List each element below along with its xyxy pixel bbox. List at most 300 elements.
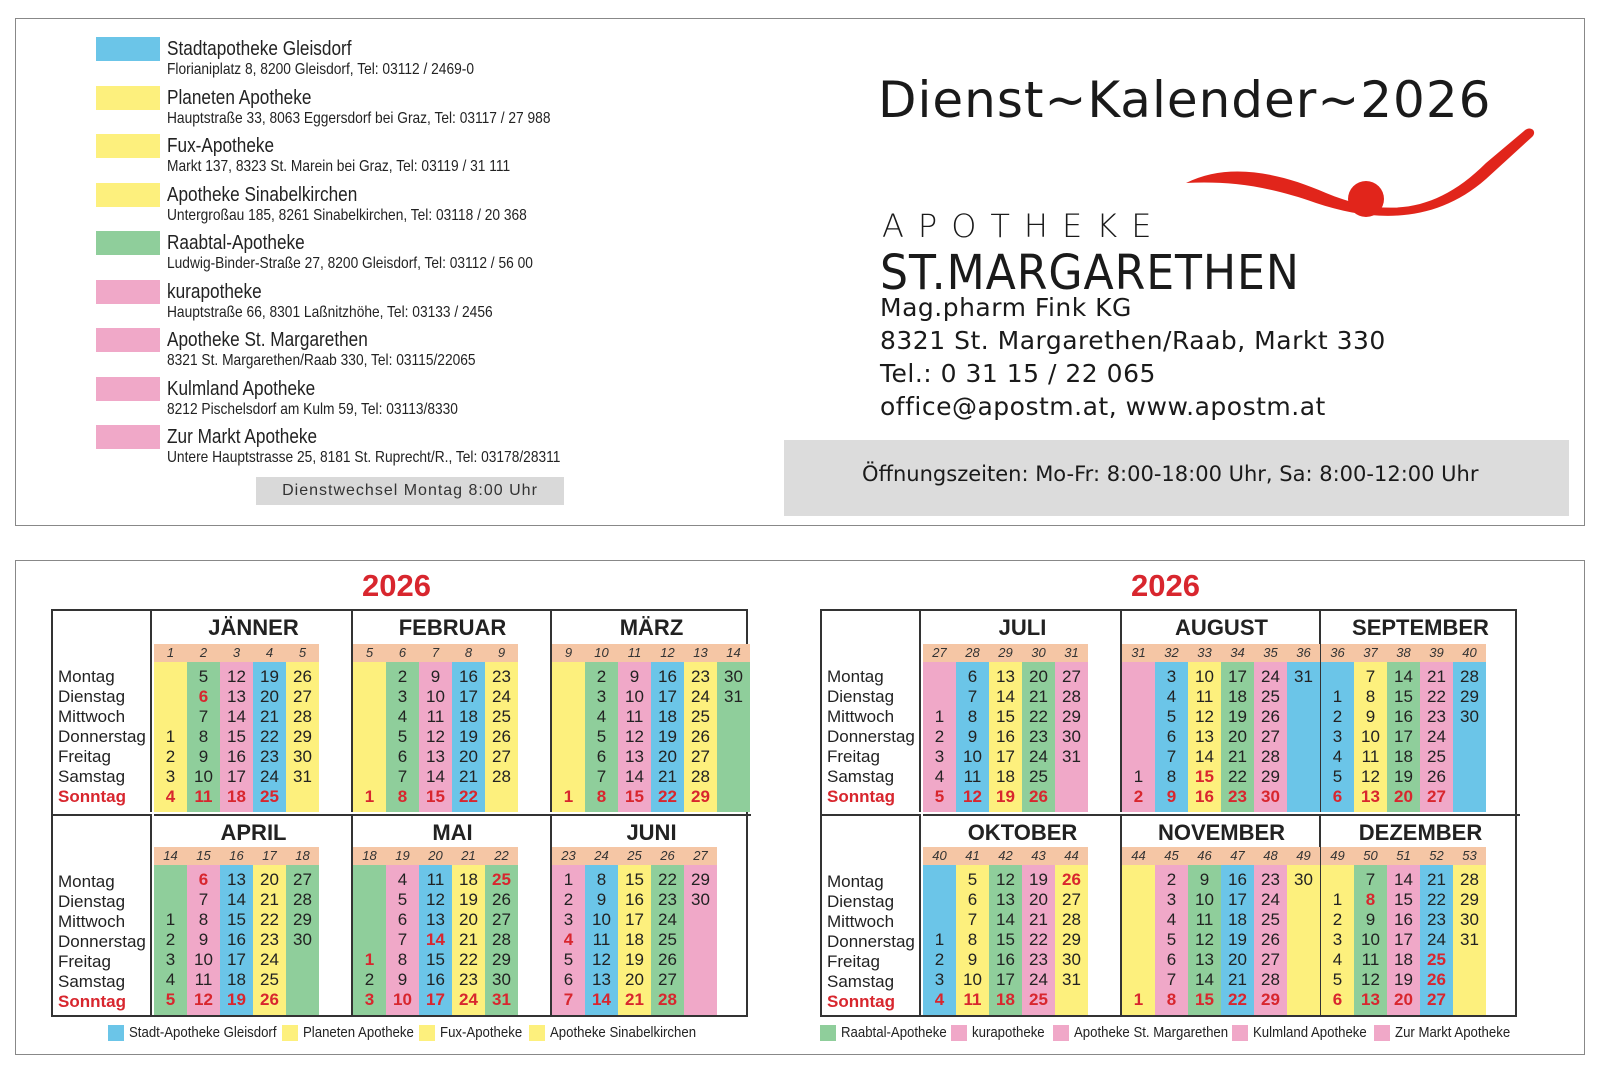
day-number: 3 — [165, 767, 176, 786]
day-number: 18 — [996, 767, 1015, 786]
week-number: 49 — [1287, 847, 1320, 865]
legend-swatch — [96, 134, 160, 158]
day-number: 21 — [459, 767, 478, 786]
legend-pharmacy-address: Hauptstraße 33, 8063 Eggersdorf bei Graz, Tel: 03117 / 27 988 — [167, 109, 551, 127]
calendar-title: Dienst~Kalender~2026 — [878, 71, 1492, 129]
legend-label: Zur Markt Apotheke — [1395, 1024, 1511, 1041]
day-number: 13 — [625, 747, 644, 766]
day-number: 26 — [492, 727, 511, 746]
day-number: 8 — [596, 870, 607, 889]
day-number: 14 — [227, 890, 246, 909]
day-number: 11 — [426, 870, 445, 889]
bottom-legend-right — [820, 1022, 1520, 1044]
opening-hours-bar — [784, 440, 1569, 516]
legend-pharmacy-name: Kulmland Apotheke — [167, 377, 316, 400]
legend-swatch — [1374, 1025, 1390, 1041]
day-number: 5 — [1166, 707, 1177, 726]
day-number: 21 — [260, 707, 279, 726]
day-number: 7 — [967, 687, 978, 706]
day-number: 11 — [625, 707, 644, 726]
day-number: 8 — [1365, 890, 1376, 909]
day-number: 5 — [596, 727, 607, 746]
day-number: 2 — [165, 747, 176, 766]
day-number: 20 — [625, 970, 644, 989]
day-number: 19 — [459, 727, 478, 746]
day-number: 5 — [198, 667, 209, 686]
day-number: 15 — [1195, 767, 1214, 786]
day-number: 8 — [397, 787, 408, 806]
day-number: 5 — [165, 990, 176, 1009]
week-number: 47 — [1221, 847, 1254, 865]
day-number: 18 — [1394, 950, 1413, 969]
day-number: 11 — [194, 787, 213, 806]
day-number: 6 — [563, 970, 574, 989]
day-number: 9 — [198, 747, 209, 766]
day-number: 17 — [1394, 930, 1413, 949]
legend-pharmacy-address: Florianiplatz 8, 8200 Gleisdorf, Tel: 03112 / 2469-0 — [167, 61, 474, 78]
day-number: 31 — [1062, 970, 1081, 989]
bottom-legend-left — [108, 1022, 728, 1044]
week-number: 14 — [717, 644, 750, 662]
day-number: 21 — [1427, 870, 1446, 889]
day-number: 28 — [1460, 870, 1479, 889]
day-number: 28 — [658, 990, 677, 1009]
day-number: 24 — [1261, 890, 1280, 909]
day-number: 27 — [1062, 667, 1081, 686]
day-number: 26 — [1261, 707, 1280, 726]
day-number: 14 — [1394, 870, 1413, 889]
day-number: 20 — [260, 870, 279, 889]
day-number: 6 — [1332, 990, 1343, 1009]
day-number: 17 — [625, 910, 644, 929]
day-number: 4 — [165, 787, 176, 806]
legend-pharmacy-address: 8212 Pischelsdorf am Kulm 59, Tel: 03113/8330 — [167, 400, 458, 418]
day-number: 10 — [592, 910, 611, 929]
legend-swatch — [96, 183, 160, 207]
day-number: 22 — [658, 870, 677, 889]
day-number: 12 — [625, 727, 644, 746]
day-number: 11 — [426, 707, 445, 726]
day-number: 22 — [260, 727, 279, 746]
opening-hours-text: Öffnungszeiten: Mo-Fr: 8:00-18:00 Uhr, Sa: 8:00-12:00 Uhr — [862, 462, 1479, 486]
day-number: 12 — [194, 990, 213, 1009]
day-number: 10 — [1195, 890, 1214, 909]
day-number: 10 — [426, 687, 445, 706]
day-number: 2 — [165, 930, 176, 949]
week-number: 31 — [1055, 644, 1088, 662]
day-number: 7 — [1365, 667, 1376, 686]
week-number: 53 — [1453, 847, 1486, 865]
week-number: 27 — [684, 847, 717, 865]
week-number: 9 — [485, 644, 518, 662]
week-number: 5 — [353, 644, 386, 662]
day-number: 25 — [1029, 767, 1048, 786]
legend-swatch — [96, 37, 160, 61]
day-name-label: Sonntag — [827, 992, 895, 1011]
day-name-label: Freitag — [827, 747, 880, 766]
day-number: 25 — [260, 787, 279, 806]
day-number: 10 — [963, 747, 982, 766]
day-number: 27 — [492, 747, 511, 766]
day-number: 21 — [1029, 687, 1048, 706]
day-number: 11 — [1195, 687, 1214, 706]
day-number: 3 — [934, 970, 945, 989]
day-name-label: Montag — [827, 667, 884, 686]
day-number: 25 — [658, 930, 677, 949]
week-number: 26 — [651, 847, 684, 865]
day-number: 1 — [364, 787, 375, 806]
day-number: 29 — [691, 787, 710, 806]
day-number: 29 — [293, 727, 312, 746]
day-number: 27 — [1062, 890, 1081, 909]
contact-email-web: office@apostm.at, www.apostm.at — [880, 392, 1326, 421]
day-number: 9 — [430, 667, 441, 686]
day-number: 12 — [227, 667, 246, 686]
day-number: 30 — [724, 667, 743, 686]
day-number: 4 — [1332, 747, 1343, 766]
day-number: 31 — [1294, 667, 1313, 686]
day-name-label: Donnerstag — [827, 932, 915, 951]
day-number: 15 — [1394, 687, 1413, 706]
logo-swoosh-icon — [1186, 123, 1536, 223]
day-name-label: Donnerstag — [58, 727, 146, 746]
contact-phone: Tel.: 0 31 15 / 22 065 — [880, 359, 1156, 388]
week-number: 35 — [1254, 644, 1287, 662]
day-number: 3 — [563, 910, 574, 929]
day-number: 15 — [426, 787, 445, 806]
day-number: 24 — [260, 950, 279, 969]
legend-pharmacy-name: Raabtal-Apotheke — [167, 232, 305, 254]
day-number: 15 — [227, 727, 246, 746]
day-number: 11 — [1195, 910, 1214, 929]
day-number: 25 — [691, 707, 710, 726]
day-number: 2 — [934, 727, 945, 746]
day-number: 25 — [492, 870, 511, 889]
day-number: 26 — [1029, 787, 1048, 806]
day-number: 25 — [492, 707, 511, 726]
day-number: 3 — [1332, 930, 1343, 949]
week-number: 20 — [419, 847, 452, 865]
legend-pharmacy-address: 8321 St. Margarethen/Raab 330, Tel: 03115/22065 — [167, 352, 476, 369]
day-number: 8 — [967, 707, 978, 726]
legend-pharmacy-name: Fux-Apotheke — [167, 135, 275, 157]
day-number: 14 — [592, 990, 611, 1009]
day-number: 3 — [1166, 667, 1177, 686]
day-number: 12 — [1195, 930, 1214, 949]
day-number: 23 — [492, 667, 511, 686]
day-name-label: Samstag — [58, 767, 126, 786]
day-name-label: Dienstag — [827, 687, 895, 706]
month-block — [552, 611, 751, 812]
day-number: 5 — [397, 727, 408, 746]
week-number: 19 — [386, 847, 419, 865]
legend-label: Kulmland Apotheke — [1253, 1024, 1367, 1041]
week-number: 13 — [684, 644, 717, 662]
contact-company: Mag.pharm Fink KG — [880, 293, 1132, 322]
month-block — [1122, 611, 1321, 812]
day-number: 16 — [1228, 870, 1247, 889]
day-number: 6 — [1332, 787, 1343, 806]
legend-swatch — [96, 86, 160, 110]
day-number: 9 — [1365, 910, 1376, 929]
day-number: 18 — [227, 787, 246, 806]
day-number: 10 — [194, 950, 213, 969]
week-number: 51 — [1387, 847, 1420, 865]
day-number: 22 — [459, 787, 478, 806]
day-number: 26 — [1261, 930, 1280, 949]
contact-address: 8321 St. Margarethen/Raab, Markt 330 — [880, 326, 1386, 355]
day-number: 24 — [260, 767, 279, 786]
day-number: 16 — [658, 667, 677, 686]
day-number: 19 — [658, 727, 677, 746]
day-number: 14 — [426, 930, 445, 949]
legend-swatch — [96, 425, 160, 449]
day-number: 4 — [1166, 910, 1177, 929]
month-block — [1122, 814, 1321, 1015]
day-number: 26 — [1062, 870, 1081, 889]
day-number: 18 — [658, 707, 677, 726]
day-number: 21 — [658, 767, 677, 786]
legend-swatch — [96, 280, 160, 304]
shift-change-note: Dienstwechsel Montag 8:00 Uhr — [256, 477, 564, 505]
day-number: 5 — [1332, 970, 1343, 989]
day-number: 24 — [691, 687, 710, 706]
legend-swatch — [529, 1025, 545, 1041]
day-number: 2 — [397, 667, 408, 686]
day-number: 21 — [625, 990, 644, 1009]
day-number: 23 — [1261, 870, 1280, 889]
day-number: 16 — [459, 667, 478, 686]
day-number: 19 — [625, 950, 644, 969]
day-number: 30 — [1062, 727, 1081, 746]
day-number: 30 — [1460, 707, 1479, 726]
calendar-month-row — [53, 814, 750, 1015]
day-number: 13 — [227, 870, 246, 889]
day-number: 23 — [459, 970, 478, 989]
day-number: 22 — [260, 910, 279, 929]
week-number: 1 — [154, 644, 187, 662]
day-number: 26 — [492, 890, 511, 909]
day-name-label: Freitag — [58, 952, 111, 971]
day-number: 13 — [426, 747, 445, 766]
day-number: 4 — [934, 767, 945, 786]
week-number: 9 — [552, 644, 585, 662]
day-name-label: Mittwoch — [827, 707, 895, 726]
day-number: 30 — [293, 747, 312, 766]
day-number: 6 — [198, 687, 209, 706]
day-number: 16 — [625, 890, 644, 909]
day-number: 8 — [198, 910, 209, 929]
day-names-column — [822, 814, 921, 1015]
legend-swatch — [820, 1025, 836, 1041]
day-number: 28 — [691, 767, 710, 786]
calendar-month-row — [53, 611, 750, 812]
day-number: 19 — [459, 890, 478, 909]
month-name: FEBRUAR — [398, 615, 507, 640]
day-number: 30 — [1294, 870, 1313, 889]
month-name: JULI — [998, 615, 1047, 640]
day-number: 24 — [1261, 667, 1280, 686]
day-number: 1 — [1332, 890, 1343, 909]
day-number: 29 — [1062, 707, 1081, 726]
day-number: 19 — [1394, 970, 1413, 989]
day-number: 8 — [198, 727, 209, 746]
day-name-label: Dienstag — [58, 687, 126, 706]
week-number: 41 — [956, 847, 989, 865]
week-number: 2 — [187, 644, 220, 662]
week-number: 8 — [452, 644, 485, 662]
day-number: 21 — [1228, 970, 1247, 989]
legend-pharmacy-address: Ludwig-Binder-Straße 27, 8200 Gleisdorf, Tel: 03112 / 56 00 — [167, 255, 533, 272]
day-number: 3 — [364, 990, 375, 1009]
day-number: 11 — [1361, 950, 1380, 969]
legend-label: Apotheke Sinabelkirchen — [550, 1024, 697, 1041]
day-number: 26 — [260, 990, 279, 1009]
day-number: 14 — [227, 707, 246, 726]
month-block — [353, 611, 552, 812]
day-number: 2 — [596, 667, 607, 686]
day-number: 28 — [1261, 747, 1280, 766]
day-number: 3 — [1166, 890, 1177, 909]
day-name-label: Freitag — [58, 747, 111, 766]
legend-swatch — [96, 328, 160, 352]
week-number: 52 — [1420, 847, 1453, 865]
day-names-column — [53, 814, 152, 1015]
week-number: 37 — [1354, 644, 1387, 662]
day-number: 19 — [1228, 707, 1247, 726]
day-number: 20 — [1029, 667, 1048, 686]
day-number: 22 — [1228, 990, 1247, 1009]
day-names-column — [53, 611, 152, 812]
month-name: JUNI — [552, 814, 751, 847]
day-number: 28 — [293, 890, 312, 909]
day-number: 23 — [260, 930, 279, 949]
day-number: 28 — [492, 767, 511, 786]
day-name-label: Freitag — [827, 952, 880, 971]
day-number: 28 — [492, 930, 511, 949]
legend-pharmacy-name: Stadtapotheke Gleisdorf — [167, 38, 352, 60]
day-number: 18 — [1228, 910, 1247, 929]
day-number: 1 — [1332, 687, 1343, 706]
month-block — [923, 611, 1122, 812]
week-number: 31 — [1122, 644, 1155, 662]
day-number: 29 — [1261, 767, 1280, 786]
day-number: 16 — [996, 950, 1015, 969]
day-number: 21 — [1029, 910, 1048, 929]
legend-pharmacy-name: Zur Markt Apotheke — [167, 426, 318, 448]
legend-swatch — [96, 377, 160, 401]
day-number: 27 — [691, 747, 710, 766]
day-number: 8 — [1365, 687, 1376, 706]
day-number: 22 — [1029, 707, 1048, 726]
legend-label: kurapotheke — [972, 1024, 1045, 1041]
week-number: 17 — [253, 847, 286, 865]
day-number: 22 — [658, 787, 677, 806]
week-number: 22 — [485, 847, 518, 865]
day-number: 9 — [967, 950, 978, 969]
day-number: 20 — [1029, 890, 1048, 909]
day-name-label: Montag — [58, 872, 115, 891]
day-number: 4 — [165, 970, 176, 989]
day-number: 3 — [165, 950, 176, 969]
calendar-month-row — [822, 611, 1519, 812]
day-number: 7 — [967, 910, 978, 929]
week-number: 40 — [923, 847, 956, 865]
day-number: 1 — [165, 910, 176, 929]
day-number: 13 — [227, 687, 246, 706]
day-number: 24 — [1427, 930, 1446, 949]
week-number: 39 — [1420, 644, 1453, 662]
day-number: 5 — [967, 870, 978, 889]
day-number: 6 — [596, 747, 607, 766]
legend-swatch — [419, 1025, 435, 1041]
legend-label: Stadt-Apotheke Gleisdorf — [129, 1024, 277, 1041]
day-number: 1 — [563, 870, 574, 889]
day-number: 1 — [1133, 990, 1144, 1009]
day-number: 7 — [198, 707, 209, 726]
day-number: 11 — [1361, 747, 1380, 766]
day-number: 18 — [625, 930, 644, 949]
week-number: 36 — [1287, 644, 1320, 662]
day-number: 15 — [996, 930, 1015, 949]
calendar-first-half — [51, 609, 748, 1017]
day-number: 25 — [1427, 950, 1446, 969]
day-name-label: Dienstag — [827, 892, 895, 911]
day-number: 25 — [1261, 687, 1280, 706]
day-number: 12 — [1361, 970, 1380, 989]
day-number: 23 — [1029, 950, 1048, 969]
day-number: 4 — [1332, 950, 1343, 969]
day-number: 23 — [1029, 727, 1048, 746]
week-number: 16 — [220, 847, 253, 865]
day-number: 14 — [625, 767, 644, 786]
day-number: 6 — [397, 910, 408, 929]
day-number: 29 — [1261, 990, 1280, 1009]
legend-label: Raabtal-Apotheke — [841, 1024, 947, 1041]
week-number: 7 — [419, 644, 452, 662]
week-number: 28 — [956, 644, 989, 662]
day-number: 18 — [996, 990, 1015, 1009]
day-number: 17 — [459, 687, 478, 706]
day-number: 9 — [1365, 707, 1376, 726]
day-number: 12 — [996, 870, 1015, 889]
legend-label: Fux-Apotheke — [440, 1024, 523, 1041]
day-number: 28 — [1062, 687, 1081, 706]
day-number: 17 — [996, 747, 1015, 766]
day-number: 20 — [1228, 727, 1247, 746]
day-number: 12 — [1195, 707, 1214, 726]
day-name-label: Dienstag — [58, 892, 126, 911]
day-number: 8 — [967, 930, 978, 949]
day-number: 17 — [1228, 667, 1247, 686]
day-number: 13 — [1195, 950, 1214, 969]
day-number: 16 — [996, 727, 1015, 746]
day-number: 29 — [691, 870, 710, 889]
week-number: 44 — [1055, 847, 1088, 865]
day-number: 14 — [1195, 747, 1214, 766]
day-number: 26 — [691, 727, 710, 746]
day-number: 27 — [293, 687, 312, 706]
day-number: 9 — [596, 890, 607, 909]
day-number: 27 — [492, 910, 511, 929]
day-number: 14 — [996, 910, 1015, 929]
day-number: 16 — [1195, 787, 1214, 806]
day-number: 25 — [1029, 990, 1048, 1009]
day-number: 5 — [563, 950, 574, 969]
day-number: 24 — [459, 990, 478, 1009]
week-number: 14 — [154, 847, 187, 865]
day-number: 23 — [1427, 910, 1446, 929]
